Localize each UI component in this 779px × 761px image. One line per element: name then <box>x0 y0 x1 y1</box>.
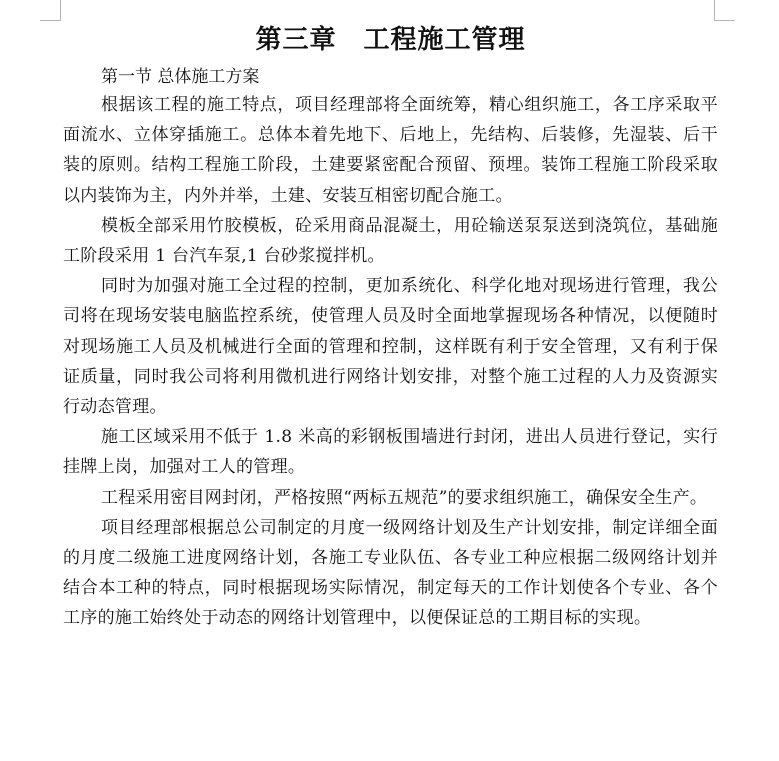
paragraph-4: 施工区域采用不低于 1.8 米高的彩钢板围墙进行封闭，进出人员进行登记，实行挂牌上岗，加强对工人的管理。 <box>63 427 718 478</box>
section-title: 第一节 总体施工方案 <box>101 67 260 87</box>
crop-mark-top-left <box>40 0 61 21</box>
paragraph-5: 工程采用密目网封闭，严格按照“两标五规范”的要求组织施工，确保安全生产。 <box>101 487 708 508</box>
paragraph-3: 同时为加强对施工全过程的控制，更加系统化、科学化地对现场进行管理，我公司将在现场安装电脑监控系统，使管理人员及时全面地掌握现场各种情况，以便随时对现场施工人员及机械进行全面的管理和控制，这样既有利于安全管理，又有利于保证质量，同时我公司将利用微机进行网络计划安排，对整个施工过程的人力及资源实行动态管理。 <box>63 276 718 418</box>
paragraph-1: 根据该工程的施工特点，项目经理部将全面统筹，精心组织施工，各工序采取平面流水、立体穿插施工。总体本着先地下、后地上，先结构、后装修，先湿装、后干装的原则。结构工程施工阶段，土建要紧密配合预留、预埋。装饰工程施工阶段采取以内装饰为主，内外并举，土建、安装互相密切配合施工。 <box>63 95 718 206</box>
paragraph-2: 模板全部采用竹胶模板，砼采用商品混凝土，用砼输送泵泵送到浇筑位，基础施工阶段采用 1 台汽车泵,1 台砂浆搅拌机。 <box>63 215 718 267</box>
paragraph-6: 项目经理部根据总公司制定的月度一级网络计划及生产计划安排，制定详细全面的月度二级施工进度网络计划，各施工专业队伍、各专业工种应根据二级网络计划并结合本工种的特点，同时根据现场实际情况，制定每天的工作计划使各个专业、各个工序的施工始终处于动态的网络计划管理中，以便保证总的工期目标的实现。 <box>63 517 718 629</box>
crop-mark-top-right <box>714 0 735 21</box>
chapter-title: 第三章 工程施工管理 <box>255 25 526 55</box>
document-body <box>63 20 718 634</box>
